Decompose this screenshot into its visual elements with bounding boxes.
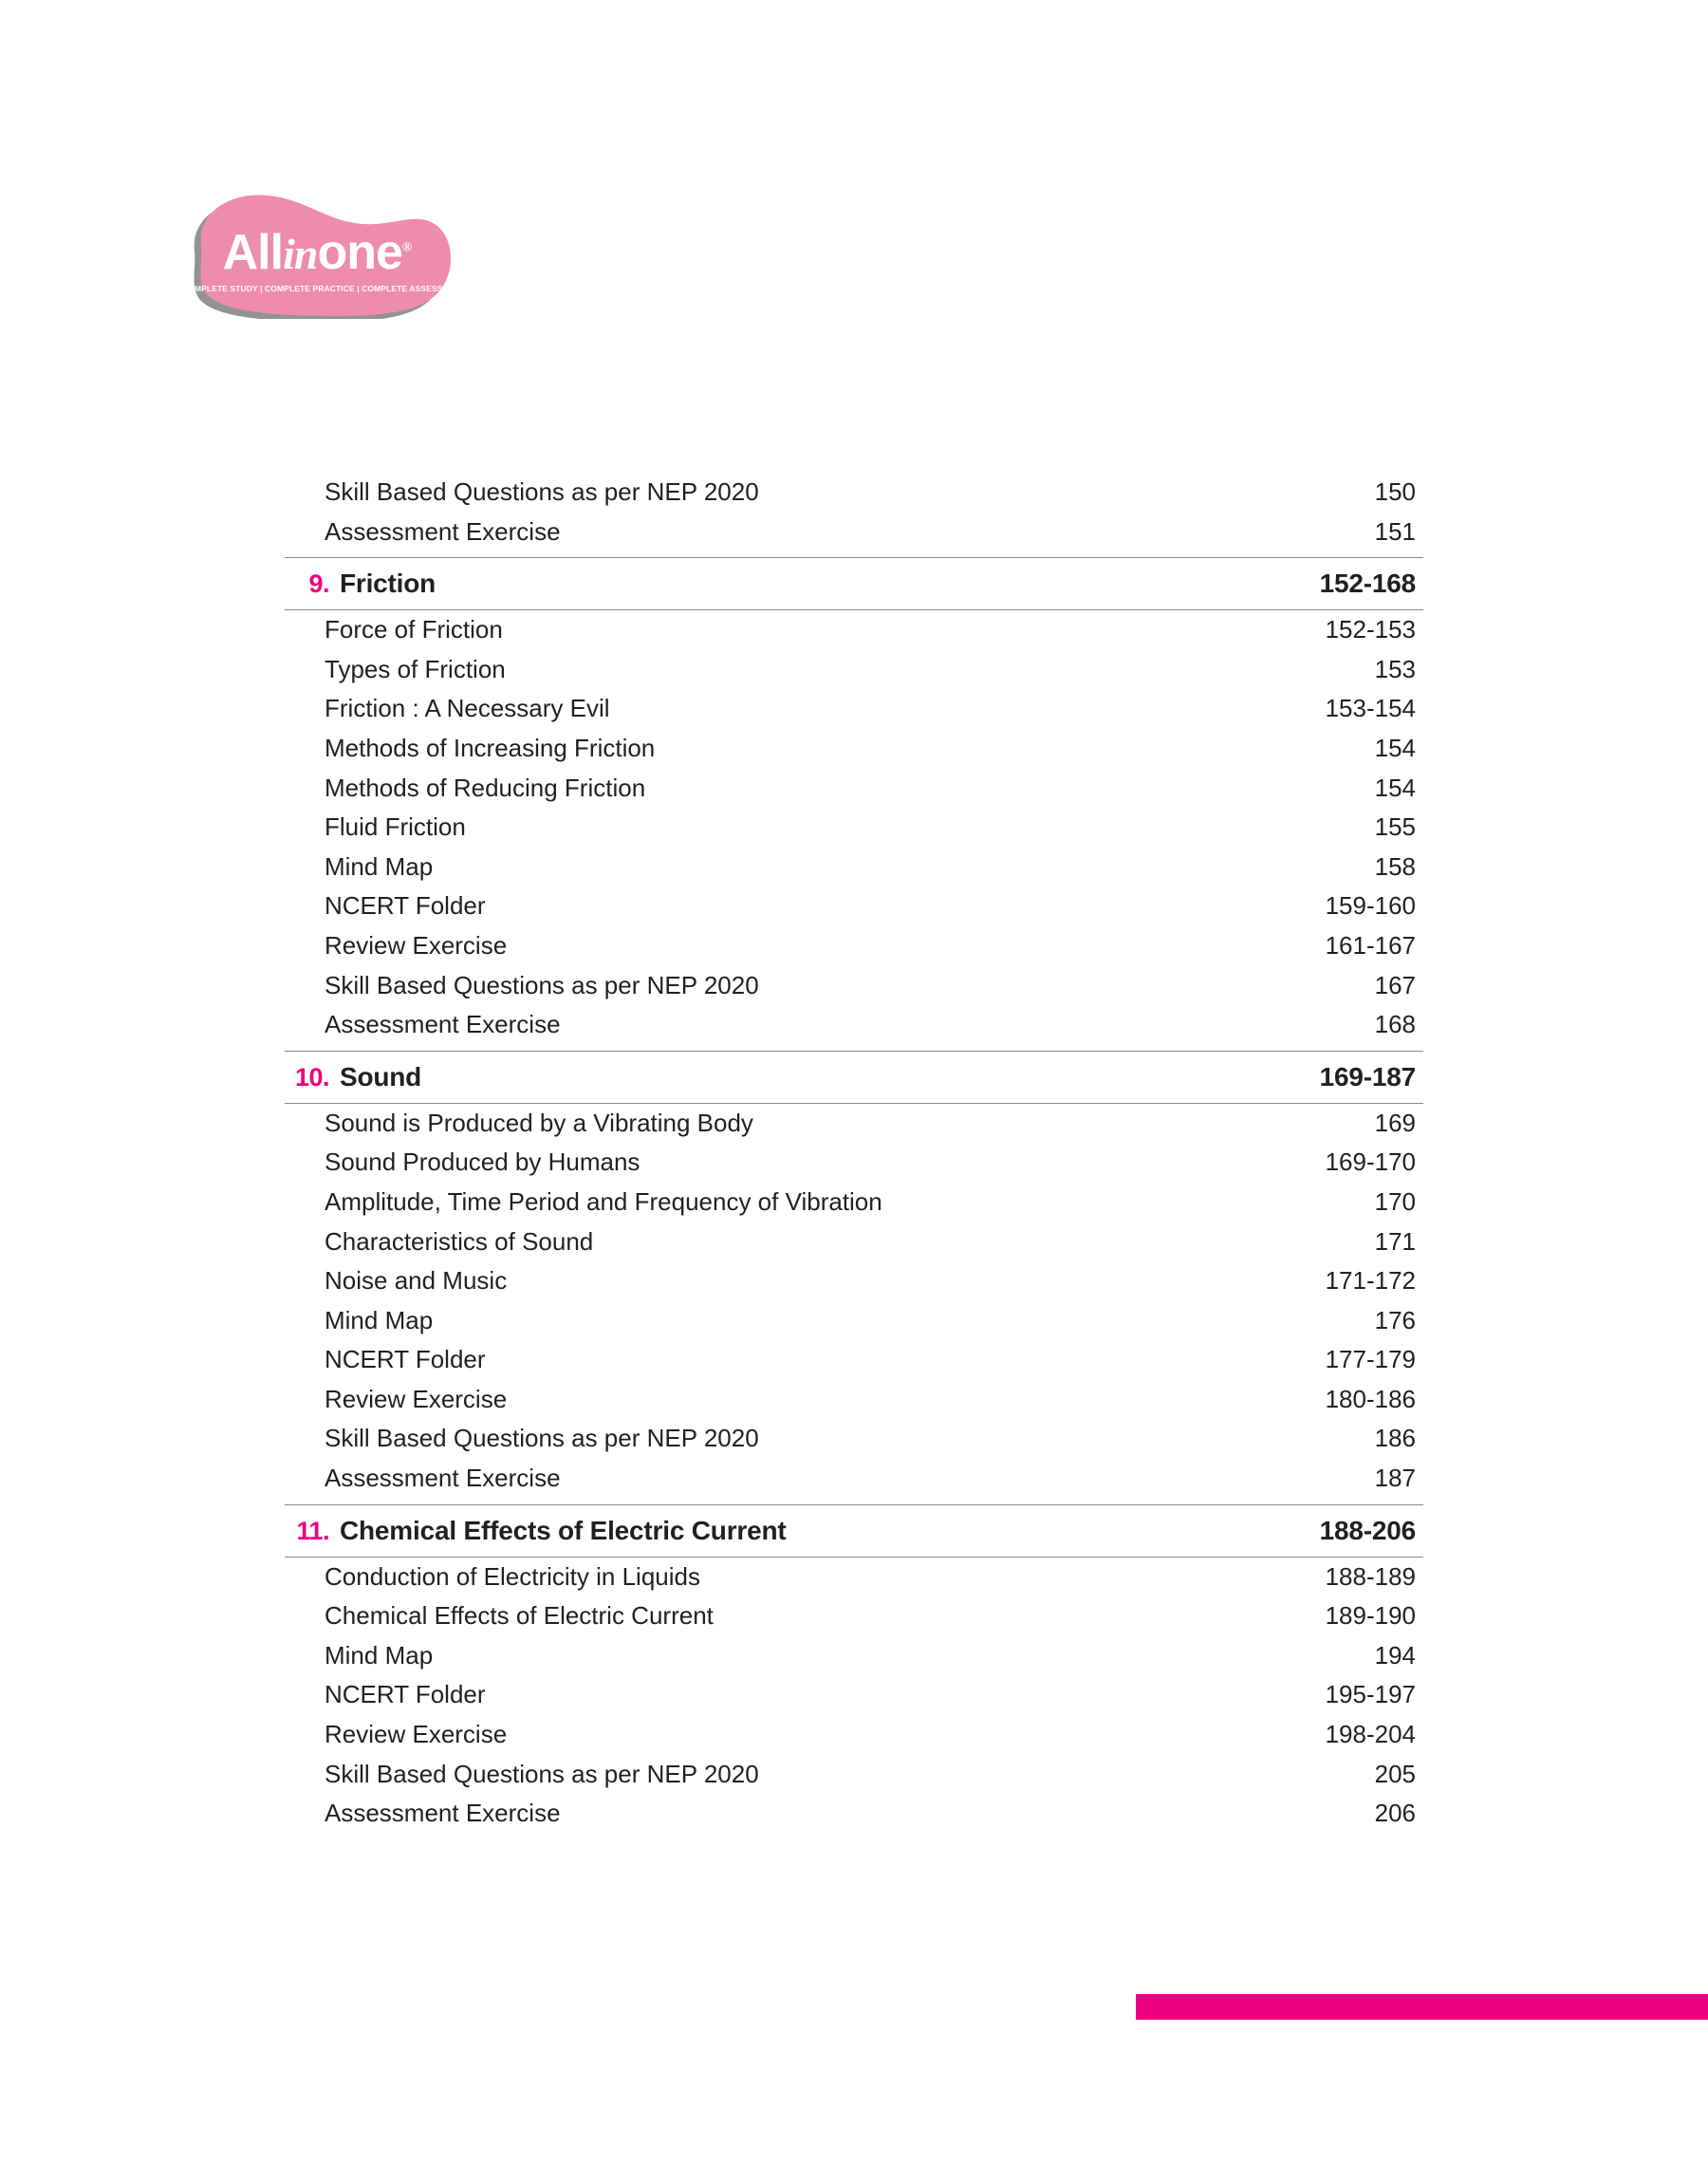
toc-entry-row[interactable]: [285, 1183, 1423, 1222]
toc-entry-title: Assessment Exercise: [325, 1799, 561, 1828]
chapter-header-left: [288, 1516, 787, 1546]
chapter-title: Sound: [340, 1061, 422, 1092]
chapter-header-row[interactable]: [285, 1051, 1423, 1104]
toc-entry-row[interactable]: [285, 610, 1423, 650]
toc-entry-row[interactable]: [285, 1005, 1423, 1045]
toc-entry-pages: 188-189: [1325, 1561, 1416, 1591]
toc-entry-row[interactable]: [285, 966, 1423, 1006]
toc-entry-title: Chemical Effects of Electric Current: [325, 1601, 714, 1631]
toc-entry-row[interactable]: [285, 1380, 1423, 1420]
toc-entry-pages: 151: [1374, 516, 1416, 546]
chapter-entries-group: [285, 1104, 1423, 1499]
toc-entry-row[interactable]: [285, 848, 1423, 887]
table-of-contents: [285, 473, 1423, 1834]
footer-accent-bar: [1136, 1994, 1708, 2020]
toc-entry-title: Methods of Increasing Friction: [325, 733, 656, 762]
toc-entry-pages: 206: [1374, 1799, 1416, 1828]
toc-entry-title: Mind Map: [325, 1640, 434, 1670]
all-in-one-logo: [169, 186, 466, 319]
chapter-title: Chemical Effects of Electric Current: [340, 1515, 787, 1545]
toc-entry-pages: 158: [1374, 851, 1416, 881]
toc-entry-row[interactable]: [285, 1143, 1423, 1183]
toc-entry-title: Amplitude, Time Period and Frequency of Vibration: [325, 1186, 882, 1216]
toc-entry-title: Sound is Produced by a Vibrating Body: [325, 1108, 753, 1137]
toc-entry-title: NCERT Folder: [325, 891, 486, 921]
toc-entry-title: Mind Map: [325, 1305, 434, 1334]
toc-entry-pages: 176: [1374, 1305, 1416, 1334]
toc-entry-row[interactable]: [285, 1104, 1423, 1144]
toc-entry-title: Sound Produced by Humans: [325, 1147, 640, 1177]
toc-entry-pages: 171: [1374, 1226, 1416, 1256]
toc-entry-title: NCERT Folder: [325, 1345, 486, 1374]
chapter-entries-group: [285, 610, 1423, 1045]
leading-entries-group: [285, 473, 1423, 551]
toc-entry-row[interactable]: [285, 1715, 1423, 1755]
logo-name-one: one: [317, 225, 402, 280]
toc-entry-pages: 194: [1374, 1640, 1416, 1670]
toc-entry-title: Skill Based Questions as per NEP 2020: [325, 970, 759, 999]
registered-trademark-icon: ®: [401, 240, 412, 255]
toc-entry-pages: 154: [1374, 733, 1416, 762]
toc-entry-title: Methods of Reducing Friction: [325, 773, 646, 802]
toc-entry-row[interactable]: [285, 473, 1423, 513]
chapter-number: 11.: [296, 1516, 329, 1545]
toc-entry-row[interactable]: [285, 1340, 1423, 1380]
toc-entry-pages: 152-153: [1325, 615, 1416, 644]
toc-entry-row[interactable]: [285, 1261, 1423, 1301]
logo-name-all: All: [222, 225, 284, 280]
toc-entry-row[interactable]: [285, 513, 1423, 552]
toc-entry-row[interactable]: [285, 1419, 1423, 1459]
toc-entry-pages: 170: [1374, 1186, 1416, 1216]
chapter-header-row[interactable]: [285, 1504, 1423, 1558]
toc-entry-title: Assessment Exercise: [325, 516, 561, 546]
toc-entry-pages: 198-204: [1325, 1720, 1416, 1749]
chapter-pages: 169-187: [1319, 1061, 1416, 1092]
toc-entry-pages: 171-172: [1325, 1266, 1416, 1296]
toc-entry-pages: 177-179: [1325, 1345, 1416, 1374]
toc-entry-title: Review Exercise: [325, 1720, 508, 1749]
toc-entry-title: Fluid Friction: [325, 812, 466, 842]
toc-entry-title: Review Exercise: [325, 1384, 508, 1413]
toc-entry-row[interactable]: [285, 1596, 1423, 1636]
toc-entry-title: Force of Friction: [325, 615, 503, 644]
toc-entry-title: Review Exercise: [325, 930, 508, 960]
toc-entry-title: Skill Based Questions as per NEP 2020: [325, 1424, 759, 1453]
toc-entry-pages: 169: [1374, 1108, 1416, 1137]
toc-entry-title: Assessment Exercise: [325, 1464, 561, 1493]
toc-entry-pages: 180-186: [1325, 1384, 1416, 1413]
chapter-number: 10.: [294, 1062, 329, 1092]
chapter-number: 9.: [308, 569, 329, 599]
toc-entry-title: Assessment Exercise: [325, 1010, 561, 1039]
toc-entry-title: Skill Based Questions as per NEP 2020: [325, 477, 759, 506]
toc-entry-title: Conduction of Electricity in Liquids: [325, 1561, 700, 1591]
toc-entry-pages: 153-154: [1325, 694, 1416, 723]
toc-entry-row[interactable]: [285, 1755, 1423, 1795]
chapter-pages: 152-168: [1319, 569, 1416, 599]
toc-entry-pages: 161-167: [1325, 930, 1416, 960]
toc-entry-pages: 167: [1374, 970, 1416, 999]
chapter-header-left: [288, 569, 436, 599]
toc-entry-row[interactable]: [285, 1459, 1423, 1499]
toc-entry-pages: 187: [1374, 1464, 1416, 1493]
chapter-pages: 188-206: [1319, 1515, 1416, 1545]
toc-entry-pages: 150: [1374, 477, 1416, 506]
toc-entry-pages: 189-190: [1325, 1601, 1416, 1631]
toc-entry-title: Characteristics of Sound: [325, 1226, 594, 1256]
logo-name-in: in: [283, 230, 318, 278]
chapter-header-row[interactable]: [285, 557, 1423, 610]
toc-entry-row[interactable]: [285, 1794, 1423, 1834]
toc-entry-pages: 168: [1374, 1010, 1416, 1039]
toc-entry-row[interactable]: [285, 689, 1423, 729]
toc-entry-pages: 159-160: [1325, 891, 1416, 921]
toc-entry-row[interactable]: [285, 1675, 1423, 1715]
logo-tagline: COMPLETE STUDY | COMPLETE PRACTICE | COMPLETE ASSESSMENT: [182, 284, 466, 293]
chapter-header-left: [288, 1062, 421, 1092]
toc-entry-row[interactable]: [285, 769, 1423, 809]
toc-entry-title: Skill Based Questions as per NEP 2020: [325, 1759, 759, 1788]
toc-entry-row[interactable]: [285, 808, 1423, 848]
logo-blob-shape: [169, 186, 466, 319]
chapter-entries-group: [285, 1558, 1423, 1834]
toc-entry-pages: 186: [1374, 1424, 1416, 1453]
toc-entry-pages: 195-197: [1325, 1680, 1416, 1709]
toc-entry-pages: 154: [1374, 773, 1416, 802]
toc-entry-row[interactable]: [285, 1222, 1423, 1262]
toc-entry-row[interactable]: [285, 729, 1423, 769]
toc-entry-pages: 155: [1374, 812, 1416, 842]
toc-entry-title: Friction : A Necessary Evil: [325, 694, 610, 723]
toc-entry-row[interactable]: [285, 1558, 1423, 1597]
chapter-title: Friction: [340, 569, 436, 599]
toc-entry-row[interactable]: [285, 926, 1423, 966]
toc-entry-row[interactable]: [285, 1301, 1423, 1341]
toc-entry-pages: 153: [1374, 654, 1416, 683]
toc-entry-row[interactable]: [285, 886, 1423, 926]
toc-entry-title: NCERT Folder: [325, 1680, 486, 1709]
toc-entry-title: Mind Map: [325, 851, 434, 881]
toc-entry-pages: 169-170: [1325, 1147, 1416, 1177]
toc-entry-pages: 205: [1374, 1759, 1416, 1788]
toc-entry-title: Types of Friction: [325, 654, 506, 683]
toc-entry-row[interactable]: [285, 1636, 1423, 1676]
toc-entry-row[interactable]: [285, 650, 1423, 690]
toc-entry-title: Noise and Music: [325, 1266, 508, 1296]
